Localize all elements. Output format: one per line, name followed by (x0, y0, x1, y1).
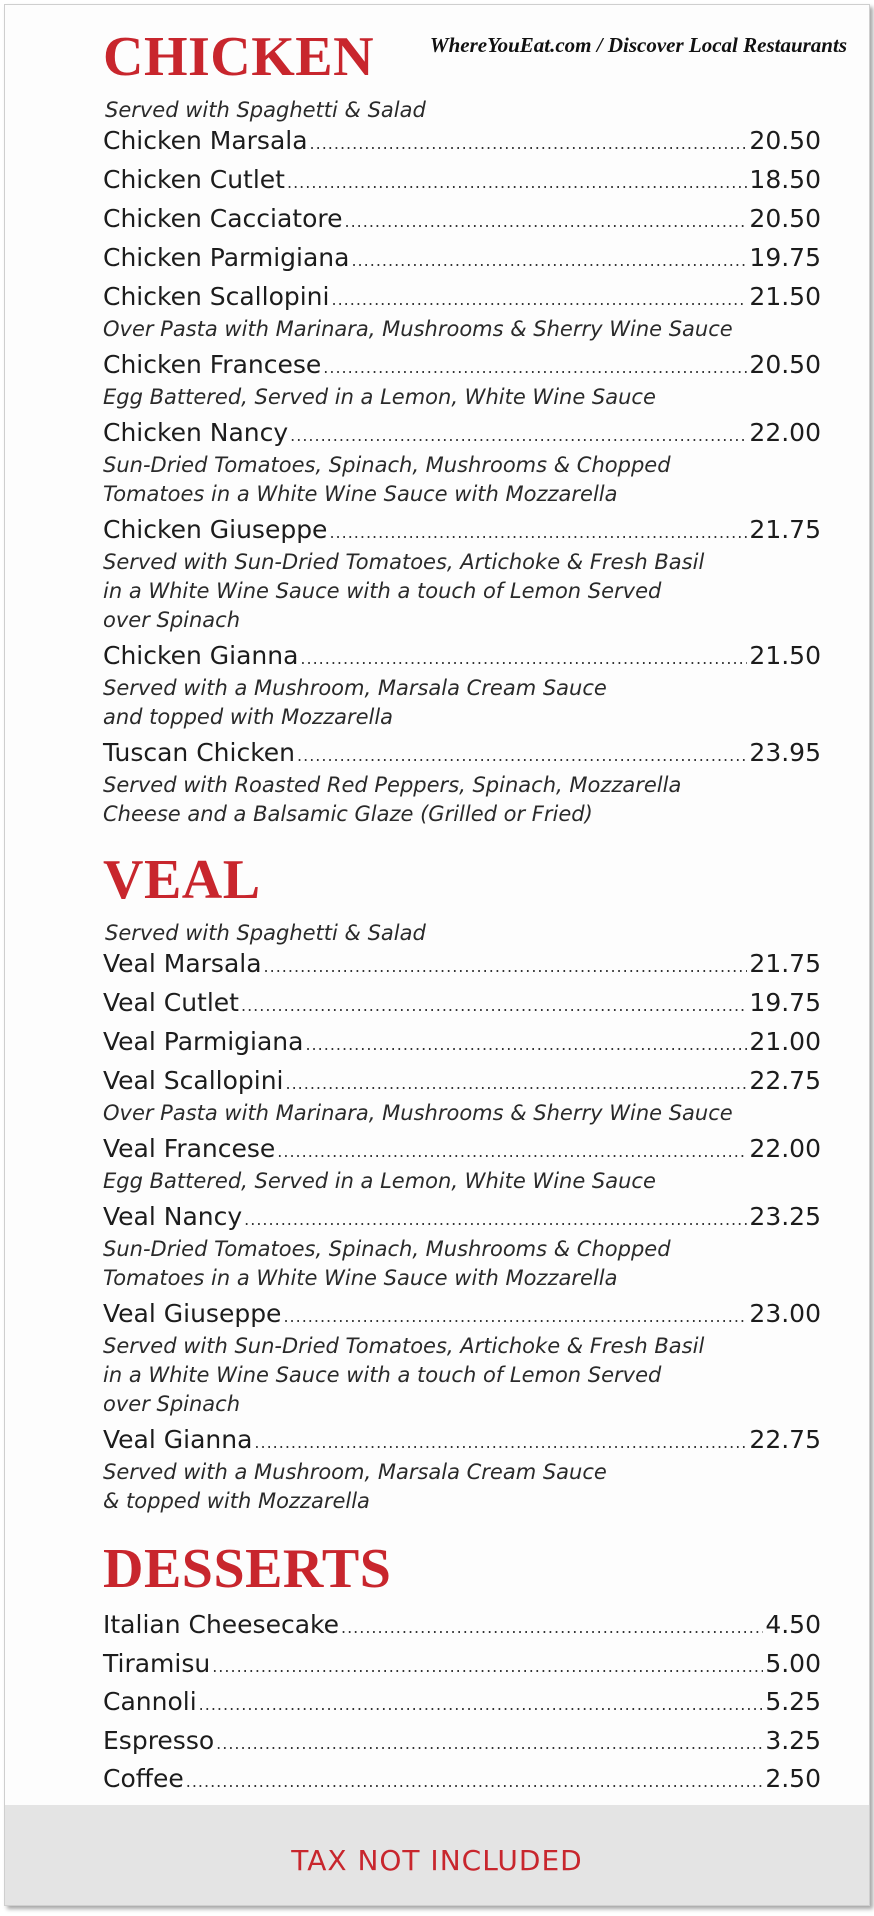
menu-item-row (103, 985, 821, 1024)
dot-leader (329, 515, 747, 551)
menu-item-row (103, 946, 821, 985)
menu-item-row (103, 638, 821, 677)
menu-item-row (103, 1684, 821, 1723)
menu-item-price: 18.50 (749, 165, 821, 194)
section-title-chicken: CHICKEN (103, 26, 375, 88)
menu-item-price: 22.00 (749, 1134, 821, 1163)
menu-item-description: Served with Sun-Dried Tomatoes, Artichoke & Fresh Basil (103, 1334, 705, 1358)
menu-item (103, 123, 821, 162)
menu-item-description: Egg Battered, Served in a Lemon, White Wine Sauce (103, 1169, 656, 1193)
dessert-items (103, 1607, 821, 1838)
menu-page (4, 4, 870, 1906)
menu-item-price: 22.75 (749, 1066, 821, 1095)
menu-item-price: 5.25 (765, 1687, 821, 1716)
dot-leader (244, 1202, 747, 1238)
menu-item-row (103, 240, 821, 279)
menu-item-name: Coffee (103, 1764, 184, 1793)
menu-item (103, 946, 821, 985)
menu-item-price: 4.50 (765, 1610, 821, 1639)
chicken-section (103, 26, 821, 828)
dot-leader (351, 243, 747, 279)
menu-item (103, 279, 821, 343)
dot-leader (264, 949, 748, 985)
section-note-veal: Served with Spaghetti & Salad (105, 921, 426, 945)
menu-item-name: Chicken Gianna (103, 641, 299, 670)
menu-item-price: 21.00 (749, 1027, 821, 1056)
menu-item-price: 5.00 (765, 1648, 821, 1678)
dot-leader (310, 126, 748, 162)
menu-item-price: 21.75 (749, 949, 821, 978)
menu-item-description: Cheese and a Balsamic Glaze (Grilled or Fried) (103, 802, 593, 826)
menu-item-name: Italian Cheesecake (103, 1610, 339, 1639)
dot-leader (287, 165, 747, 201)
menu-item (103, 985, 821, 1024)
menu-item-price: 2.50 (765, 1764, 821, 1793)
menu-item (103, 1024, 821, 1063)
menu-item (103, 240, 821, 279)
menu-item-row (103, 123, 821, 162)
menu-item-price: 3.25 (765, 1725, 821, 1755)
menu-item (103, 1607, 821, 1646)
menu-item-row (103, 1296, 821, 1335)
menu-item-description: over Spinach (103, 1392, 241, 1416)
menu-item-row (103, 347, 821, 386)
menu-item-name: Espresso (103, 1725, 215, 1755)
menu-item-description: & topped with Mozzarella (103, 1489, 370, 1513)
menu-item-price: 23.95 (749, 738, 821, 767)
menu-item-name: Veal Francese (103, 1134, 276, 1163)
menu-item-row (103, 279, 821, 318)
menu-item (103, 1723, 821, 1762)
menu-item-name: Chicken Marsala (103, 126, 308, 155)
menu-item-name: Chicken Francese (103, 350, 322, 379)
menu-item-price: 20.50 (749, 126, 821, 155)
dot-leader (323, 350, 747, 386)
menu-item (103, 1131, 821, 1195)
menu-item-description: Tomatoes in a White Wine Sauce with Mozzarella (103, 1266, 618, 1290)
menu-item-row (103, 201, 821, 240)
menu-item-price: 20.50 (749, 350, 821, 379)
menu-item-description: Sun-Dried Tomatoes, Spinach, Mushrooms & Chopped (103, 453, 671, 477)
dot-leader (212, 1649, 763, 1685)
dot-leader (305, 1027, 747, 1063)
dot-leader (341, 1610, 763, 1646)
menu-item-row (103, 1761, 821, 1800)
dot-leader (300, 641, 747, 677)
menu-item (103, 512, 821, 634)
dot-leader (283, 1299, 747, 1335)
menu-item-row (103, 1646, 821, 1685)
menu-item-description: Served with a Mushroom, Marsala Cream Sauce (103, 1460, 607, 1484)
dot-leader (277, 1134, 747, 1170)
menu-item-description: Tomatoes in a White Wine Sauce with Mozzarella (103, 482, 618, 506)
menu-item-row (103, 1199, 821, 1238)
menu-item-price: 19.75 (749, 988, 821, 1017)
menu-item (103, 162, 821, 201)
menu-item-row (103, 1063, 821, 1102)
menu-item-row (103, 1024, 821, 1063)
menu-item-row (103, 415, 821, 454)
menu-item-row (103, 1131, 821, 1170)
menu-item-name: Veal Gianna (103, 1425, 253, 1454)
menu-item-row (103, 735, 821, 774)
menu-item-price: 21.75 (749, 515, 821, 544)
dot-leader (254, 1425, 747, 1461)
menu-item-description: in a White Wine Sauce with a touch of Lemon Served (103, 1363, 662, 1387)
menu-item (103, 1684, 821, 1723)
menu-item-price: 22.75 (749, 1425, 821, 1454)
dot-leader (241, 988, 747, 1024)
menu-content (103, 26, 821, 1838)
menu-item-row (103, 162, 821, 201)
footer-band (5, 1805, 869, 1905)
menu-item-description: Over Pasta with Marinara, Mushrooms & Sherry Wine Sauce (103, 1101, 733, 1125)
menu-item-price: 21.50 (749, 641, 821, 670)
menu-item (103, 1199, 821, 1292)
menu-item-description: over Spinach (103, 608, 241, 632)
dot-leader (186, 1764, 764, 1800)
menu-item-row (103, 1723, 821, 1762)
menu-item-name: Chicken Giuseppe (103, 515, 328, 544)
menu-item-name: Veal Cutlet (103, 988, 239, 1017)
menu-item-name: Chicken Cacciatore (103, 204, 343, 233)
menu-item-name: Chicken Scallopini (103, 282, 330, 311)
menu-item-name: Tuscan Chicken (103, 738, 296, 767)
desserts-section (103, 1538, 821, 1838)
menu-item-price: 23.25 (749, 1202, 821, 1231)
section-note-chicken: Served with Spaghetti & Salad (105, 98, 426, 122)
menu-item-name: Veal Giuseppe (103, 1299, 282, 1328)
menu-item-name: Chicken Nancy (103, 418, 289, 447)
menu-item-name: Veal Parmigiana (103, 1027, 304, 1056)
menu-item-name: Veal Nancy (103, 1202, 243, 1231)
menu-item (103, 415, 821, 508)
menu-item (103, 1761, 821, 1800)
menu-item-price: 19.75 (749, 243, 821, 272)
menu-item-price: 22.00 (749, 418, 821, 447)
menu-item (103, 347, 821, 411)
dot-leader (297, 738, 747, 774)
menu-item-name: Chicken Cutlet (103, 165, 285, 194)
menu-item-description: Served with Sun-Dried Tomatoes, Artichoke & Fresh Basil (103, 550, 705, 574)
dot-leader (216, 1726, 763, 1762)
dot-leader (331, 282, 747, 318)
menu-item-name: Veal Scallopini (103, 1066, 284, 1095)
dot-leader (285, 1066, 747, 1102)
menu-item (103, 1422, 821, 1515)
menu-item-price: 21.50 (749, 282, 821, 311)
veal-section (103, 849, 821, 1515)
menu-item-description: Sun-Dried Tomatoes, Spinach, Mushrooms & Chopped (103, 1237, 671, 1261)
menu-item (103, 1646, 821, 1685)
dot-leader (345, 204, 748, 240)
section-title-desserts: DESSERTS (103, 1538, 392, 1600)
menu-item-name: Cannoli (103, 1687, 197, 1716)
menu-item-name: Tiramisu (103, 1648, 211, 1678)
menu-item (103, 735, 821, 828)
menu-item (103, 1296, 821, 1418)
menu-item-description: Served with Roasted Red Peppers, Spinach, Mozzarella (103, 773, 682, 797)
menu-item-name: Veal Marsala (103, 949, 262, 978)
section-title-veal: VEAL (103, 849, 261, 911)
tax-notice: TAX NOT INCLUDED (291, 1843, 583, 1877)
menu-item-description: Over Pasta with Marinara, Mushrooms & Sherry Wine Sauce (103, 317, 733, 341)
menu-item (103, 638, 821, 731)
menu-item-row (103, 1607, 821, 1646)
menu-item-description: Served with a Mushroom, Marsala Cream Sauce (103, 676, 607, 700)
menu-item-description: Egg Battered, Served in a Lemon, White Wine Sauce (103, 385, 656, 409)
menu-item-name: Chicken Parmigiana (103, 243, 350, 272)
chicken-items (103, 123, 821, 828)
menu-item-row (103, 1422, 821, 1461)
watermark: WhereYouEat.com / Discover Local Restaurants (429, 33, 847, 57)
dot-leader (199, 1687, 764, 1723)
veal-items (103, 946, 821, 1515)
menu-item-description: in a White Wine Sauce with a touch of Lemon Served (103, 579, 662, 603)
menu-item (103, 201, 821, 240)
menu-item-price: 23.00 (749, 1299, 821, 1328)
menu-item-description: and topped with Mozzarella (103, 705, 394, 729)
dot-leader (290, 418, 747, 454)
menu-item-price: 20.50 (749, 204, 821, 233)
menu-item (103, 1063, 821, 1127)
menu-item-row (103, 512, 821, 551)
